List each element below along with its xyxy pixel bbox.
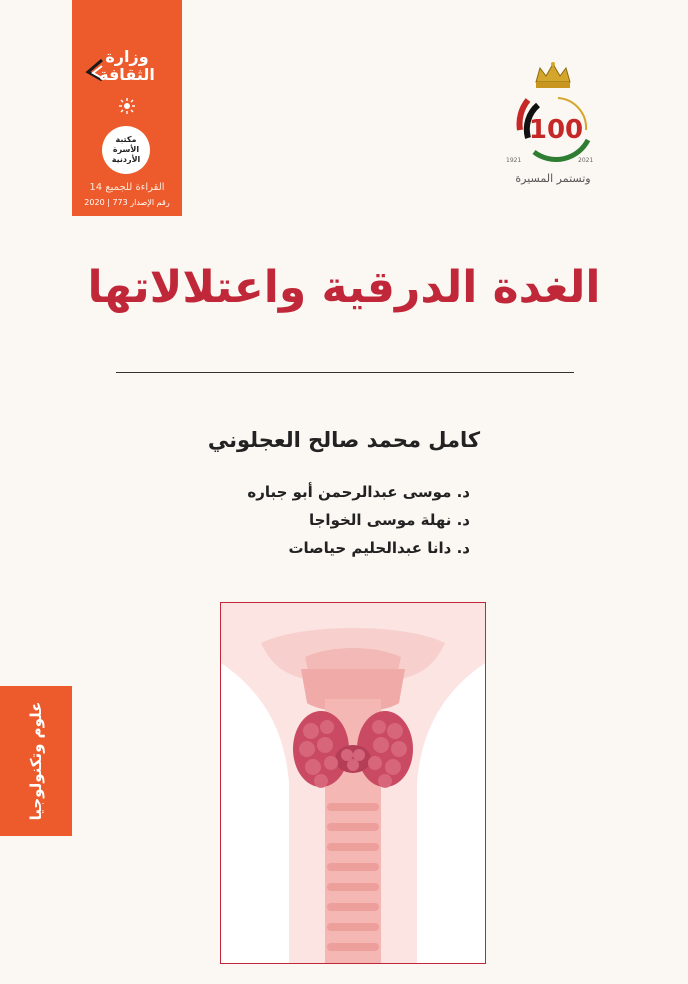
issue-number: رقم الإصدار 773 | 2020	[84, 198, 170, 207]
main-author: كامل محمد صالح العجلوني	[207, 428, 481, 452]
library-seal-text: مكتبة الأسرة الأردنية	[111, 135, 141, 164]
crown-centennial-icon	[498, 60, 608, 170]
thyroid-gland-icon	[221, 603, 485, 963]
book-title: الغدة الدرقية واعتلالاتها	[87, 262, 601, 313]
ministry-line-1: وزارة	[105, 47, 149, 66]
thyroid-illustration	[220, 602, 486, 964]
co-author-2: د. نهلة موسى الخواجا	[308, 511, 470, 529]
ministry-name	[72, 48, 182, 84]
co-authors-list	[210, 478, 470, 562]
year-start: 1921	[506, 157, 522, 164]
centennial-logo	[498, 60, 608, 190]
ministry-line-2: الثقافة	[99, 65, 155, 84]
series-label: القراءة للجميع 14	[89, 182, 165, 193]
title-divider	[116, 372, 574, 373]
centennial-number: 100	[528, 115, 584, 145]
year-end: 2021	[578, 157, 594, 164]
sun-icon	[119, 98, 135, 114]
category-label: علوم وتكنولوجيا	[27, 701, 45, 821]
crown-icon	[536, 62, 570, 88]
category-strip	[0, 686, 72, 836]
ministry-badge	[72, 0, 182, 216]
co-author-1: د. موسى عبدالرحمن أبو جباره	[247, 483, 470, 501]
centennial-caption: وتستمر المسيرة	[515, 172, 591, 185]
library-seal	[102, 126, 150, 174]
co-author-3: د. دانا عبدالحليم حياصات	[288, 539, 470, 557]
